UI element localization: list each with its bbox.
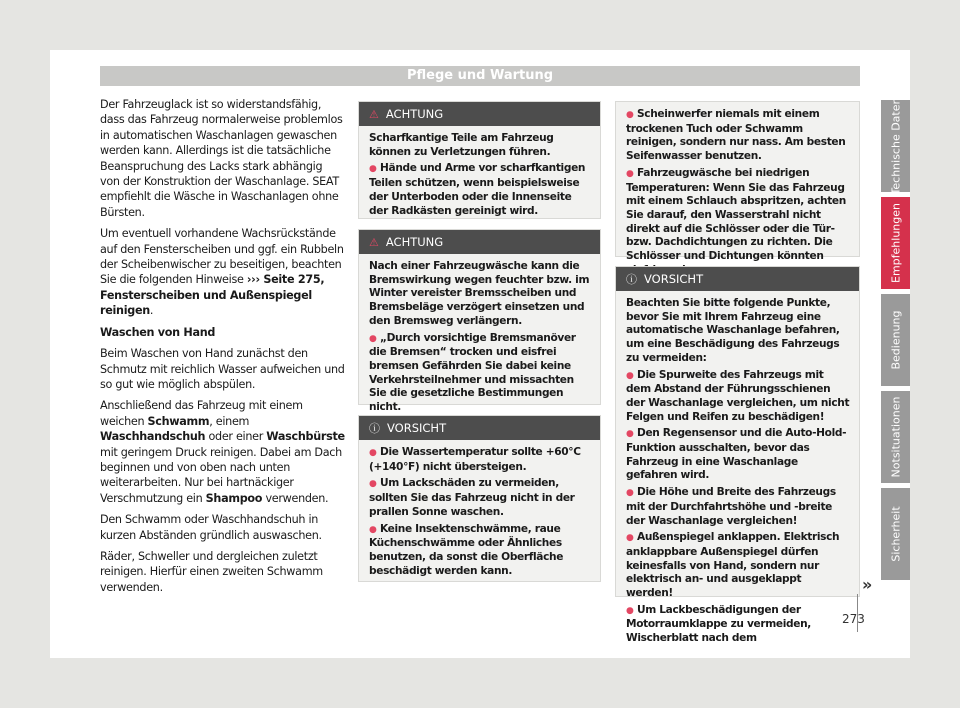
list-item: ● Scheinwerfer niemals mit einem trockenen Tuch oder Schwamm reinigen, sondern nur nass. Am besten Seifenwasser benutzen. xyxy=(626,108,846,163)
warning-box-header: ⚠ ACHTUNG xyxy=(359,102,600,126)
warning-intro: Scharfkantige Teile am Fahrzeug können zu Verletzungen führen. xyxy=(369,132,554,158)
paragraph: Den Schwamm oder Waschhandschuh in kurzen Abständen gründlich auswaschen. xyxy=(100,513,322,542)
list-item: ● Den Regensensor und die Auto-Hold-Funktion ausschalten, bevor das Fahrzeug in eine Waschanlage gefahren wird. xyxy=(626,427,847,482)
caution-box-header: ⓘ VORSICHT xyxy=(359,416,600,440)
list-item: ● Um Lackbeschädigungen der Motorraumklappe zu vermeiden, Wischerblatt nach dem xyxy=(626,603,811,645)
paragraph: Um eventuell vorhandene Wachsrückstände auf den Fensterscheiben und ggf. ein Rubbeln der Scheibenwischer zu beseitigen, beachten Sie die folgenden Hinweise ››› Seite 275, Fensterscheiben und Außenspiegel reinigen. xyxy=(100,227,344,318)
caution-intro: Beachten Sie bitte folgende Punkte, bevor Sie mit Ihrem Fahrzeug eine automatische Waschanlage befahren, um eine Beschädigung des Fahrzeugs zu vermeiden: xyxy=(626,297,840,364)
paragraph: Räder, Schweller und dergleichen zuletzt reinigen. Hierfür einen zweiten Schwamm verwenden. xyxy=(100,549,323,594)
tab-sicherheit[interactable]: Sicherheit xyxy=(881,488,910,580)
paragraph: Der Fahrzeuglack ist so widerstandsfähig, dass das Fahrzeug normalerweise problemlos in automatischen Waschanlagen gewaschen werden kann. Allerdings ist die tatsächliche Beanspruchung des Lacks stark abhängig von der Konstruktion der Waschanlage. SEAT empfiehlt die Wäsche in Waschanlagen ohne Bürsten. xyxy=(100,98,343,219)
page-number: 273 xyxy=(842,612,865,626)
warning-triangle-icon: ⚠ xyxy=(369,108,379,121)
continued-caution-box xyxy=(615,101,860,263)
section-heading: Waschen von Hand xyxy=(100,325,216,339)
caution-box-header: ⓘ VORSICHT xyxy=(616,267,859,291)
list-item: ● Außenspiegel anklappen. Elektrisch anklappbare Außenspiegel dürfen keinesfalls von Hand, sondern nur elektrisch an- und ausgeklappt werden! xyxy=(626,531,840,600)
paragraph: Beim Waschen von Hand zunächst den Schmutz mit reichlich Wasser aufweichen und so gut wie möglich abspülen. xyxy=(100,347,345,391)
warning-box-header: ⚠ ACHTUNG xyxy=(359,230,600,254)
list-item: ● „Durch vorsichtige Bremsmanöver die Bremsen“ trocken und eisfrei bremsen Gefährden Sie dabei keine Verkehrsteilnehmer und missachten Sie die gesetzliche Bestimmungen nicht. xyxy=(369,331,576,414)
list-item: ● Die Spurweite des Fahrzeugs mit dem Abstand der Führungsschienen der Waschanlage vergleichen, um nicht Felgen und Reifen zu beschädigen! xyxy=(626,368,850,423)
tab-technische-daten[interactable]: Technische Daten xyxy=(881,100,910,192)
info-circle-icon: ⓘ xyxy=(369,422,380,435)
warning-intro: Nach einer Fahrzeugwäsche kann die Bremswirkung wegen feuchter bzw. im Winter vereister Bremsscheiben und Bremsbeläge verzögert einsetzen und den Bremsweg verlängern. xyxy=(369,260,590,327)
caution-box xyxy=(358,415,601,582)
list-item: ● Die Höhe und Breite des Fahrzeugs mit der Durchfahrtshöhe und -breite der Waschanlage vergleichen! xyxy=(626,486,836,527)
info-circle-icon: ⓘ xyxy=(626,273,637,286)
tab-notsituationen[interactable]: Notsituationen xyxy=(881,391,910,483)
tab-empfehlungen[interactable]: Empfehlungen xyxy=(881,197,910,289)
paragraph: Anschließend das Fahrzeug mit einem weichen Schwamm, einem Waschhandschuh oder einer Waschbürste mit geringem Druck reinigen. Dabei am Dach beginnen und von oben nach unten weiterarbeiten. Nur bei hartnäckiger Verschmutzung ein Shampoo verwenden. xyxy=(100,399,345,505)
body-text-column xyxy=(100,97,345,601)
list-item: ● Die Wassertemperatur sollte +60°C (+140°F) nicht übersteigen. xyxy=(369,446,581,473)
warning-triangle-icon: ⚠ xyxy=(369,236,379,249)
tab-bedienung[interactable]: Bedienung xyxy=(881,294,910,386)
list-item: ● Fahrzeugwäsche bei niedrigen Temperaturen: Wenn Sie das Fahrzeug mit einem Schlauch abspritzen, achten Sie darauf, den Wasserstrahl nicht direkt auf die Schlösser oder die Tür- bzw. Dachdichtungen zu richten. Die Schlösser und Dichtungen könnten xyxy=(626,166,846,263)
warning-box xyxy=(358,229,601,414)
list-item: ● Hände und Arme vor scharfkantigen Teilen schützen, wenn beispielsweise der Unterboden oder die Innenseite der Radkästen gereinigt wird. xyxy=(369,162,586,217)
cross-reference-link[interactable]: ››› Seite 275, Fensterscheiben und Außenspiegel reinigen xyxy=(100,273,325,318)
continue-arrow-icon: » xyxy=(862,575,873,594)
list-item: ● Keine Insektenschwämme, raue Küchenschwämme oder Ähnliches benutzen, da sonst die Oberfläche beschädigt werden kann. xyxy=(369,522,564,577)
list-item: ● Um Lackschäden zu vermeiden, sollten Sie das Fahrzeug nicht in der prallen Sonne waschen. xyxy=(369,477,575,518)
page-header: Pflege und Wartung xyxy=(100,66,860,86)
warning-box xyxy=(358,101,601,219)
